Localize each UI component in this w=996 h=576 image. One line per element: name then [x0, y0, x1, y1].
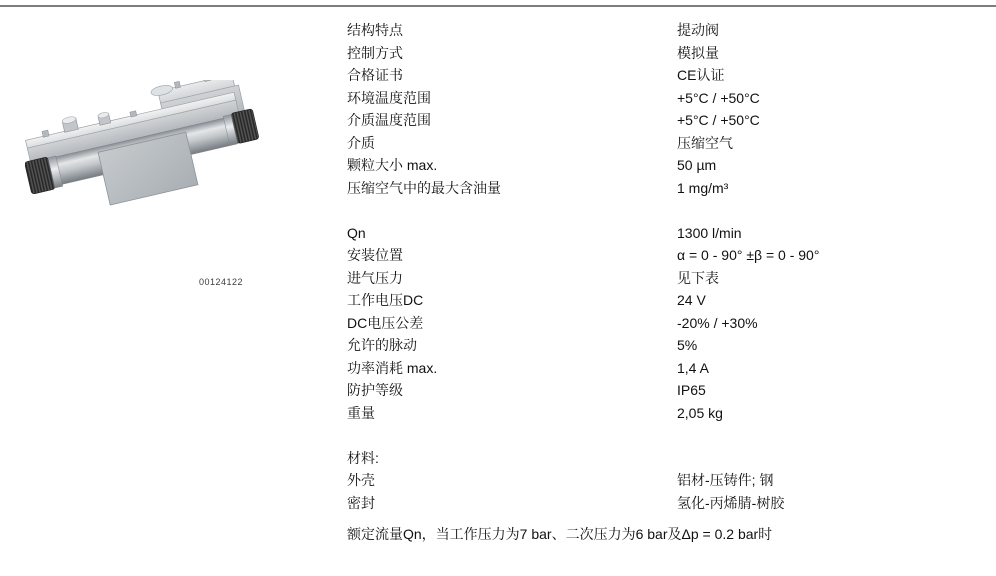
spec-label: 允许的脉动 — [347, 337, 417, 353]
spec-value: CE认证 — [677, 67, 725, 83]
spec-row — [347, 469, 992, 492]
spec-row — [347, 267, 992, 290]
spec-row — [347, 177, 992, 200]
valve-product-photo — [25, 80, 265, 240]
spec-label: 功率消耗 max. — [347, 359, 438, 376]
spec-label: 安装位置 — [347, 247, 403, 263]
spec-row — [347, 402, 992, 425]
spec-table — [347, 19, 992, 546]
spec-label: Qn — [347, 224, 366, 241]
spec-value: 24 V — [677, 292, 706, 308]
product-figure — [25, 80, 280, 295]
spec-label: 合格证书 — [347, 67, 403, 83]
spec-value: 见下表 — [677, 269, 719, 286]
spec-value: +5°C / +50°C — [677, 112, 760, 128]
spec-row — [347, 132, 992, 155]
spec-value: 2,05 kg — [677, 404, 723, 421]
spec-row — [347, 87, 992, 110]
spec-row — [347, 379, 992, 402]
spec-label: 环境温度范围 — [347, 89, 431, 106]
spec-block — [347, 222, 992, 425]
spec-value: 50 µm — [677, 157, 717, 173]
valve-screw — [42, 130, 49, 137]
spec-label: 进气压力 — [347, 269, 403, 286]
spec-label: DC电压公差 — [347, 314, 424, 331]
spec-label: 介质 — [347, 134, 375, 151]
spec-footnote: 额定流量Qn，当工作压力为7 bar、二次压力为6 bar及Δp = 0.2 bar时 — [347, 526, 773, 542]
spec-row — [347, 357, 992, 380]
spec-label: 颗粒大小 max. — [347, 157, 438, 173]
top-divider-rule — [0, 5, 996, 7]
spec-label: 结构特点 — [347, 22, 403, 38]
spec-label: 控制方式 — [347, 44, 403, 61]
spec-label: 工作电压DC — [347, 292, 424, 308]
spec-row — [347, 109, 992, 132]
spec-label: 重量 — [347, 404, 375, 421]
photo-id-caption: 00124122 — [199, 277, 244, 287]
spec-value: α = 0 - 90° ±β = 0 - 90° — [677, 247, 820, 263]
spec-row — [347, 64, 992, 87]
valve-screw — [174, 81, 180, 88]
spec-blocks — [347, 19, 992, 514]
spec-row — [347, 244, 992, 267]
spec-block — [347, 447, 992, 515]
spec-value: 铝材-压铸件; 钢 — [677, 472, 774, 488]
spec-row — [347, 334, 992, 357]
spec-value: 压缩空气 — [677, 134, 733, 151]
spec-value: +5°C / +50°C — [677, 89, 760, 106]
spec-row — [347, 42, 992, 65]
spec-value: 提动阀 — [677, 22, 719, 38]
spec-label: 防护等级 — [347, 382, 403, 398]
spec-value: 1,4 A — [677, 359, 709, 376]
spec-row — [347, 492, 992, 515]
spec-row — [347, 447, 992, 470]
spec-value: 模拟量 — [677, 44, 719, 61]
spec-label: 密封 — [347, 494, 375, 511]
spec-value: 1300 l/min — [677, 224, 742, 241]
spec-value: 氢化-丙烯腈-树胶 — [677, 494, 785, 511]
spec-label: 外壳 — [347, 472, 375, 488]
spec-row — [347, 19, 992, 42]
spec-label: 压缩空气中的最大含油量 — [347, 179, 501, 196]
spec-block — [347, 19, 992, 199]
valve-screw — [130, 111, 137, 117]
spec-row — [347, 289, 992, 312]
spec-row — [347, 222, 992, 245]
spec-value: IP65 — [677, 382, 706, 398]
spec-label: 材料: — [347, 449, 379, 466]
spec-label: 介质温度范围 — [347, 112, 431, 128]
spec-value: 1 mg/m³ — [677, 179, 729, 196]
spec-row — [347, 312, 992, 335]
spec-value: -20% / +30% — [677, 314, 758, 331]
spec-row — [347, 154, 992, 177]
spec-value: 5% — [677, 337, 698, 353]
